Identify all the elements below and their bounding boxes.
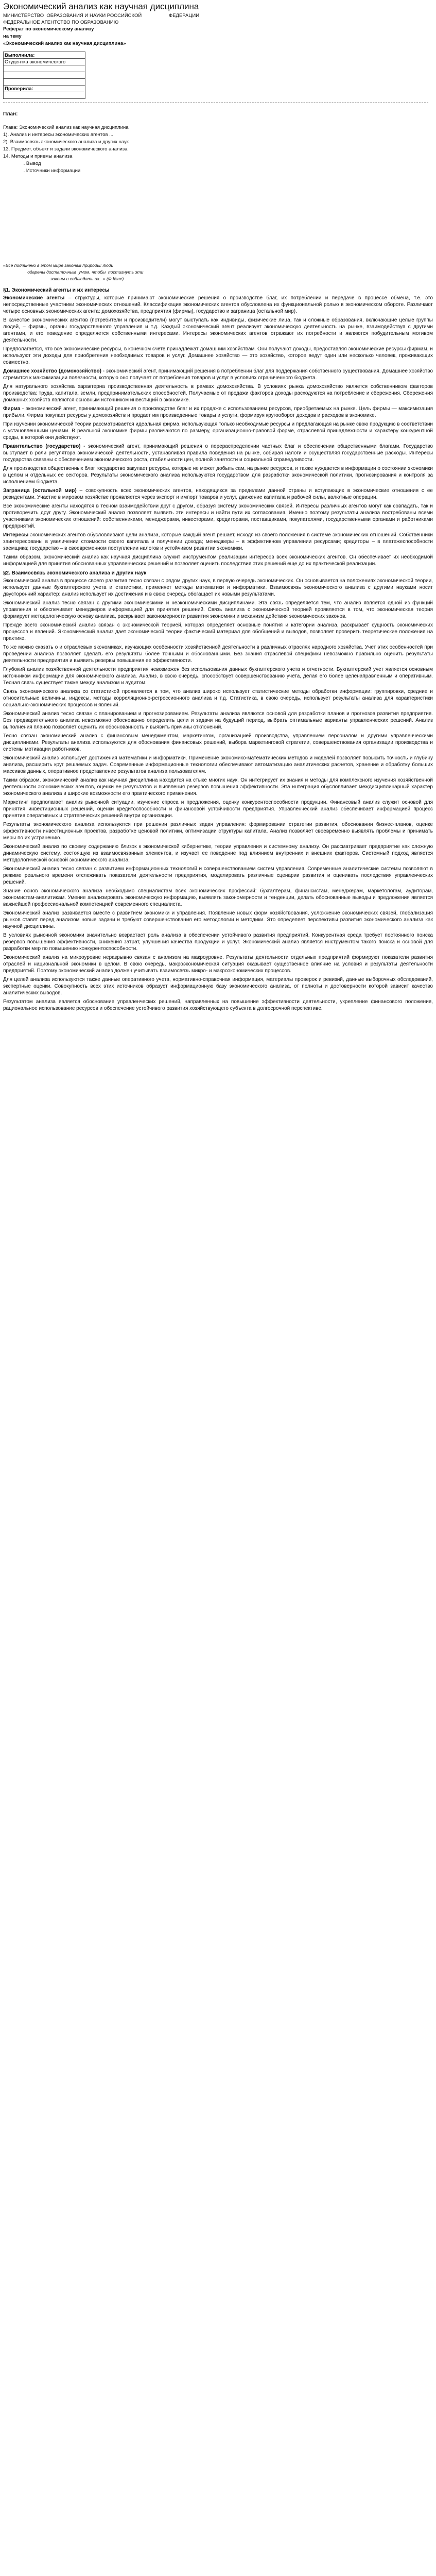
paragraph-text: Экономический анализ тесно связан с развитием информационных технологий и совершенствованием систем управления. Современные аналитические системы позволяют в режиме реального времени отслеживать показатели деятельности предприятия, моделировать различные сценарии развития и оценивать последствия управленческих решений.: [3, 866, 433, 885]
paragraph-text: Все экономические агенты находятся в тесном взаимодействии друг с другом, образуя систему экономических связей. Интересы различных агентов могут как совпадать, так и противоречить друг другу. Экономический анализ позволяет выявить эти интересы и найти пути их согласования. Именно поэтому результаты анализа востребованы всеми участниками экономических отношений: собственниками, менеджерами, инвесторами, кредиторами, поставщиками, покупателями, государственными органами и работниками предприятий.: [3, 503, 433, 529]
paragraph-lead-term: Правительство (государство): [3, 444, 81, 449]
paragraph-text: Экономический анализ по своему содержанию близок к экономической кибернетике, теории управления и системному анализу. Он рассматривает предприятие как сложную динамическую систему, состоящую из взаимосвязанных элементов, и изучает ее поведение под влиянием внутренних и внешних факторов. Системный подход является методологической основой экономического анализа.: [3, 844, 433, 863]
paragraph: [3, 346, 433, 366]
paragraph: [3, 644, 433, 664]
paragraph: [3, 622, 433, 642]
paragraph: [3, 888, 433, 908]
paragraph-text: – совокупность всех экономических агентов, находящихся за пределами данной страны и вступающих в экономические отношения с ее резидентами. Участие в мировом хозяйстве проявляется через экспорт и импорт товаров и услуг, движение капитала и рабочей силы, валютные операции.: [3, 488, 433, 500]
paragraph: [3, 368, 433, 381]
epigraph-line: одарены достаточным умом, чтобы постигнуть эти: [3, 269, 144, 275]
paragraph-text: Связь экономического анализа со статистикой проявляется в том, что анализ широко использует статистические методы обработки информации: группировки, средние и относительные величины, индексы, методы корреляционно-регрессионного анализа и т.д. Статистика, в свою очередь, использует результаты анализа для характеристики социально-экономических процессов и явлений.: [3, 689, 433, 708]
referat-line-1: Реферат по экономическому анализу: [3, 26, 94, 32]
referat-line-3: «Экономический анализ как научная дисциплина»: [3, 41, 126, 46]
paragraph-lead-term: Домашнее хозяйство (домохозяйство): [3, 368, 101, 374]
paragraph-text: Знание основ экономического анализа необходимо специалистам всех экономических профессий: бухгалтерам, финансистам, менеджерам, маркетологам, аудиторам, экономистам-аналитикам. Умение анализировать экономическую информацию, выявлять закономерности и тенденции, делать обоснованные выводы и предложения является важнейшей профессиональной компетенцией современного специалиста.: [3, 888, 433, 907]
toc-item: . Вывод: [3, 161, 41, 166]
paragraph-text: Экономический анализ тесно связан с другими экономическими и неэкономическими дисциплинами. Эта связь определяется тем, что анализ является одной из функций управления и обеспечивает менеджеров информацией для принятия решений. Связь анализа с экономической теорией проявляется в том, что экономическая теория формирует методологическую основу анализа, раскрывает закономерности развития экономики и механизм действия экономических законов.: [3, 600, 433, 619]
paragraph-text: Таким образом, экономический анализ как научная дисциплина служит инструментом реализации интересов всех экономических агентов. Он обеспечивает их необходимой информацией для принятия обоснованных управленческих решений и позволяет оценить последствия этих решений еще до их практической реализации.: [3, 554, 433, 567]
epigraph-line: законы и соблюдать их...» (Ф.Кэне): [3, 276, 124, 281]
paragraph-lead-term: Интересы: [3, 532, 29, 538]
plan-heading: План:: [3, 111, 18, 117]
info-table-row: [4, 52, 85, 59]
info-table-cell: [4, 79, 85, 86]
document-page: [0, 0, 433, 1014]
epigraph: [3, 262, 433, 282]
toc-item: 13. Предмет, объект и задачи экономического анализа: [3, 146, 128, 152]
paragraph: [3, 998, 433, 1012]
paragraph: [3, 932, 433, 952]
info-table-cell: Выполнила:: [4, 52, 85, 59]
toc-item: Глава: Экономический анализ как научная дисциплина: [3, 125, 129, 130]
paragraph: [3, 688, 433, 708]
paragraph-lead-term: Экономические агенты: [3, 295, 65, 301]
paragraph: [3, 405, 433, 419]
paragraph: [3, 578, 433, 598]
paragraph: [3, 295, 433, 315]
paragraph: [3, 866, 433, 886]
paragraph-text: Экономический анализ использует достижения математики и информатики. Применение экономико-математических методов и моделей позволяет повысить точность и глубину анализа, расширить круг решаемых задач. Современные информационные технологии обеспечивают автоматизацию аналитических расчетов, хранение и обработку больших массивов данных, оперативное представление результатов анализа пользователям.: [3, 755, 433, 774]
document-body: [3, 287, 433, 1012]
paragraph: [3, 843, 433, 863]
paragraph: [3, 755, 433, 775]
paragraph: [3, 532, 433, 552]
paragraph: [3, 421, 433, 441]
paragraph: [3, 383, 433, 403]
paragraph-text: - экономический агент, принимающий решения о производстве благ и их продаже с использованием ресурсов, приобретаемых на рынке. Цель фирмы — максимизация прибыли. Фирма покупает ресурсы у домохозяйств и продает им произведенные товары и услуги, формируя кругооборот доходов и расходов в экономике.: [3, 406, 433, 418]
epigraph-line: «Всё подчинено в этом мире законам природы: люди: [3, 263, 114, 268]
paragraph-text: Маркетинг предполагает анализ рыночной ситуации, изучение спроса и предложения, оценку конкурентоспособности продукции. Финансовый анализ служит основой для принятия инвестиционных решений, оценки кредитоспособности и финансовой устойчивости предприятия. Управленческий анализ обеспечивает информацией процесс принятия оперативных и стратегических решений внутри организации.: [3, 800, 433, 819]
paragraph-text: Таким образом, экономический анализ как научная дисциплина находится на стыке многих наук. Он интегрирует их знания и методы для комплексного изучения хозяйственной деятельности экономических агентов, оценки ее результатов и выявления резервов повышения эффективности. Эта интеграция обусловливает междисциплинарный характер экономического анализа и широкие возможности его практического применения.: [3, 777, 433, 796]
info-table-row: [4, 72, 85, 79]
paragraph: [3, 600, 433, 620]
paragraph-text: Экономический анализ тесно связан с планированием и прогнозированием. Результаты анализа являются основой для разработки планов и прогнозов развития предприятия. Без предварительного анализа невозможно обоснованно определить цели и задачи на будущий период, выбрать оптимальные варианты управленческих решений. Анализ выполнения планов позволяет оценить их обоснованность и выявить причины отклонений.: [3, 711, 433, 730]
paragraph-text: Экономический анализ в процессе своего развития тесно связан с рядом других наук, в первую очередь экономических. Он основывается на положениях экономической теории, использует данные бухгалтерского учета и статистики, применяет методы математики и информатики. Взаимосвязь экономического анализа с другими науками носит двусторонний характер: анализ использует их достижения и в свою очередь обогащает их новыми результатами.: [3, 578, 433, 597]
paragraph-text: В качестве экономических агентов (потребители и производители) могут выступать как индивиды, физические лица, так и сложные образования, включающие целые группы людей, – фирмы, органы государственного управления и т.д. Каждый экономический агент реализует экономическую деятельность на рынке, взаимодействуя с другими агентами, и его поведение определяется собственными интересами. Интересы экономических агентов отражают их потребности и являются побудительным мотивом деятельности.: [3, 317, 433, 343]
toc-item: . Источники информации: [3, 168, 81, 174]
info-table-row: [4, 79, 85, 86]
paragraph-lead-term: Фирма: [3, 406, 21, 412]
paragraph-text: Для целей анализа используются также данные оперативного учета, нормативно-справочная информация, материалы проверок и ревизий, данные выборочных обследований, экспертные оценки. Совокупность всех этих источников образует информационную базу экономического анализа, от полноты и достоверности которой зависит качество аналитических выводов.: [3, 977, 433, 996]
paragraph-text: При изучении экономической теории рассматривается идеальная фирма, использующая только необходимые ресурсы и предлагающая на рынке свою продукцию в соответствии с установленными ценами. В реальной экономике фирмы различаются по размеру, организационно-правовой форме, отраслевой принадлежности и характеру конкурентной среды, в которой они действуют.: [3, 421, 433, 440]
paragraph-text: - экономический агент, принимающий решения о перераспределении частных благ и обеспечении общественными благами. Государство выступает в роли регулятора экономической деятельности, устанавливая правила поведения на рынке, собирая налоги и осуществляя государственные расходы. Интересы государства связаны с обеспечением экономического роста, стабильности цен, полной занятости и социальной справедливости.: [3, 444, 433, 463]
paragraph-text: В условиях рыночной экономики значительно возрастает роль анализа в обеспечении устойчивого развития предприятий. Конкурентная среда требует постоянного поиска резервов повышения эффективности, снижения затрат, улучшения качества продукции и услуг. Экономический анализ является инструментом такого поиска и основой для разработки мер по повышению конкурентоспособности.: [3, 933, 433, 952]
info-table-row: [4, 86, 85, 92]
paragraph: [3, 487, 433, 501]
paragraph: [3, 443, 433, 463]
info-table-cell: [4, 72, 85, 79]
header-agency: ФЕДЕРАЛЬНОЕ АГЕНТСТВО ПО ОБРАЗОВАНИЮ: [3, 20, 119, 25]
info-table-row: [4, 65, 85, 72]
section-heading: §2. Взаимосвязь экономического анализа и других наук: [3, 570, 147, 576]
paragraph: [3, 710, 433, 731]
paragraph: [3, 503, 433, 530]
paragraph-text: Экономический анализ развивается вместе с развитием экономики и управления. Появление новых форм хозяйствования, усложнение экономических связей, глобализация рынков ставят перед анализом новые задачи и требуют совершенствования его методологии и методики. Это определяет перспективы развития экономического анализа как научной дисциплины.: [3, 910, 433, 929]
paragraph: [3, 954, 433, 974]
toc-item: 14. Методы и приемы анализа: [3, 154, 73, 159]
info-table-cell: Проверила:: [4, 86, 85, 92]
paragraph-text: Для натурального хозяйства характерна производственная деятельность в рамках домохозяйства. В условиях рынка домохозяйство является собственником факторов производства: труда, капитала, земли, предпринимательских способностей. Получаемые от продажи факторов доходы расходуются на потребление и сбережения. Сбережения домашних хозяйств являются основным источником инвестиций в экономике.: [3, 384, 433, 403]
info-table-row: [4, 92, 85, 99]
paragraph: [3, 821, 433, 841]
info-table-cell: Студентка экономического: [4, 59, 85, 65]
paragraph: [3, 910, 433, 930]
paragraph: [3, 317, 433, 344]
paragraph-text: Прежде всего экономический анализ связан с экономической теорией, которая определяет основные понятия и категории анализа, раскрывает сущность экономических процессов и явлений. Экономический анализ дает экономической теории фактический материал для обобщений и выводов, позволяет проверить теоретические положения на практике.: [3, 622, 433, 641]
paragraph-text: Результатом анализа является обоснование управленческих решений, направленных на повышение эффективности деятельности, укрепление финансового положения, рациональное использование ресурсов и обеспечение устойчивого развития хозяйствующего субъекта в долгосрочной перспективе.: [3, 999, 433, 1011]
paragraph-text: Экономический анализ на микроуровне неразрывно связан с анализом на макроуровне. Результаты деятельности отдельных предприятий формируют показатели развития отраслей и национальной экономики в целом. В свою очередь, макроэкономическая ситуация оказывает существенное влияние на условия и результаты деятельности предприятий. Поэтому экономический анализ должен учитывать взаимосвязь микро- и макроэкономических процессов.: [3, 955, 433, 974]
paragraph-text: экономических агентов обусловливают цели анализа, которые каждый агент решает, исходя из своего положения в системе экономических отношений. Собственники заинтересованы в увеличении стоимости своего капитала и получении дохода; менеджеры – в эффективном управлении ресурсами; кредиторы – в платежеспособности заемщика; государство – в своевременном поступлении налогов и устойчивом развитии экономики.: [3, 532, 433, 551]
info-table-cell: [4, 65, 85, 72]
paragraph: [3, 799, 433, 819]
paragraph: [3, 777, 433, 797]
header-ministry: МИНИСТЕРСТВО ОБРАЗОВАНИЯ И НАУКИ РОССИЙСКОЙ ФЕДЕРАЦИИ: [3, 13, 200, 19]
paragraph-text: – структуры, которые принимают экономические решения о производстве благ, их потреблении и передаче в процессе обмена, т.е. это непосредственные участники экономических отношений. Классификация экономических агентов обусловлена их функциональной ролью в экономическом обороте. Различают четыре основных экономических агента: домохозяйства, предприятия (фирмы), государство и заграница (остальной мир).: [3, 295, 433, 314]
paragraph: [3, 465, 433, 485]
paragraph-text: Тесно связан экономический анализ с финансовым менеджментом, маркетингом, организацией производства, управлением персоналом и другими управленческими дисциплинами. Результаты анализа используются для обоснования финансовых решений, выбора маркетинговой стратегии, совершенствования организации производства и системы мотивации работников.: [3, 733, 433, 752]
paragraph: [3, 733, 433, 753]
paragraph: [3, 976, 433, 996]
paragraph-lead-term: Заграница (остальной мир): [3, 488, 77, 494]
section-heading: §1. Экономический агенты и их интересы: [3, 287, 110, 293]
paragraph-text: То же можно сказать о и отраслевых экономиках, изучающих особенности хозяйственной деятельности в различных отраслях народного хозяйства. Учет этих особенностей при проведении анализа позволяет сделать его результаты более точными и обоснованными. Без знания отраслевой специфики невозможно правильно оценить результаты деятельности предприятия и выявить резервы повышения ее эффективности.: [3, 645, 433, 664]
toc-item: 2). Взаимосвязь экономического анализа и других наук: [3, 139, 129, 145]
paragraph-text: - экономический агент, принимающий решения в потреблении благ для поддержания собственного существования. Домашнее хозяйство стремится к максимизации полезности, которую оно получает от потребления товаров и услуг в условиях ограниченного бюджета.: [3, 368, 433, 381]
referat-line-2: на тему: [3, 33, 22, 39]
paragraph: [3, 666, 433, 686]
paragraph-text: Глубокий анализ хозяйственной деятельности предприятия невозможен без использования данных бухгалтерского учета и отчетности. Бухгалтерский учет является основным источником информации для экономического анализа. Анализ, в свою очередь, способствует совершенствованию учета, делая его более целенаправленным и оперативным. Тесная связь существует также между анализом и аудитом.: [3, 667, 433, 686]
toc-item: 1). Анализ и интересы экономических агентов ...: [3, 132, 114, 138]
paragraph-text: Результаты экономического анализа используются при решении различных задач управления: формировании стратегии развития, обосновании бизнес-планов, оценке эффективности инвестиционных проектов, разработке ценовой политики, оптимизации структуры капитала. Анализ позволяет своевременно выявлять проблемы и принимать меры по их устранению.: [3, 822, 433, 841]
info-table: [3, 52, 85, 99]
info-table-cell: [4, 92, 85, 99]
paragraph-text: Для производства общественных благ государство закупает ресурсы, которые не может добыть сам, на рынке ресурсов, и также нуждается в информации о состоянии экономики в целом и отдельных ее секторов. Результаты экономического анализа используются государством для разработки экономической политики, прогнозирования и контроля за исполнением бюджета.: [3, 466, 433, 485]
document-title: Экономический анализ как научная дисциплина: [3, 2, 199, 11]
table-of-contents: [3, 124, 433, 175]
info-table-row: [4, 59, 85, 65]
paragraph-text: Предполагается, что все экономические ресурсы, в конечном счете принадлежат домашним хозяйствам. Они получают доходы, предоставляя экономические ресурсы фирмам, и используют эти доходы для приобретения необходимых товаров и услуг. Домашнее хозяйство — это хозяйство, которое ведут один или несколько человек, проживающих совместно.: [3, 346, 433, 365]
paragraph: [3, 554, 433, 567]
